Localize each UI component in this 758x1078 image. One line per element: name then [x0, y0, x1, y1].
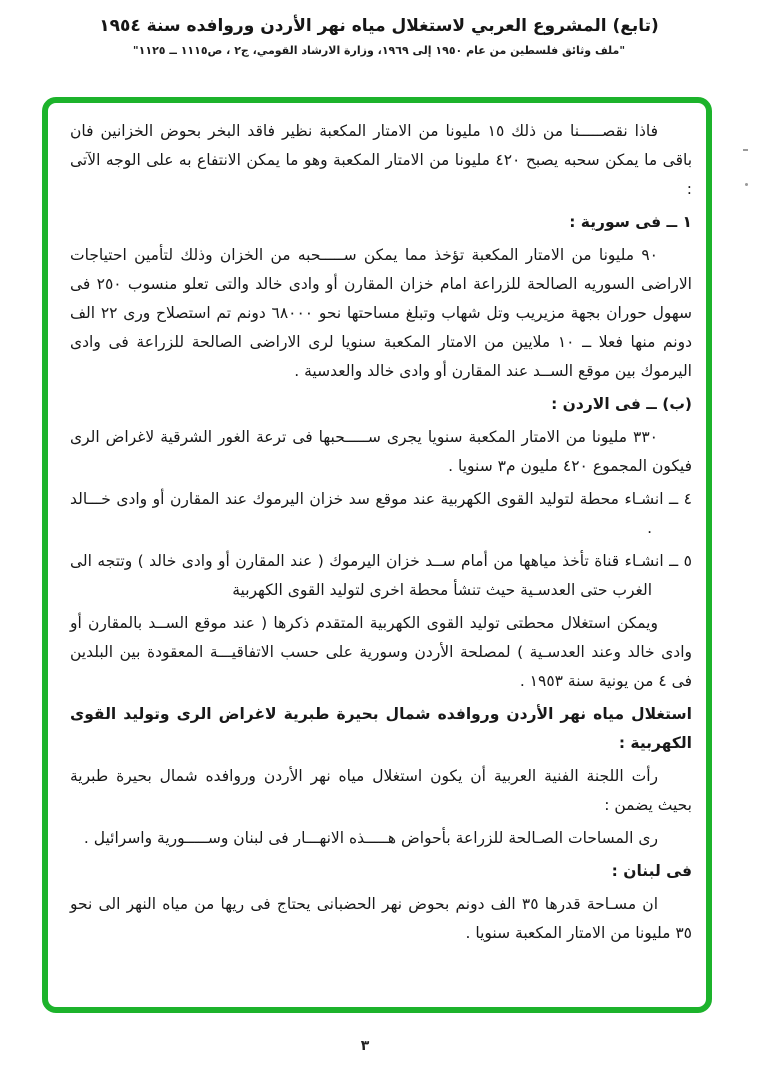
paragraph-syria: ٩٠ مليونا من الامتار المكعبة تؤخذ مما يمكن ســـــحبه من الخزان وذلك لتأمين احتياجات الاراضى السوريه الصالحة للزراعة امام خزان المقارن أو وادى خالد والتى تعلو منسوب ٢٥٠ فى سهول حوران بجهة مزيريب وتل شهاب وتبلغ مساحتها نحو ٦٨٠٠٠ دونم تم استصلاح ورى ٢٢ الف دونم منها فعلا ــ ١٠ ملايين من الامتار المكعبة سنويا لرى الاراضى الصالحة للزراعة فى وادى اليرموك بين موقع الســد عند المقارن أو وادى خالد والعدسية .	[70, 246, 692, 380]
heading-syria: ١ ــ فى سورية :	[569, 213, 692, 231]
paragraph-committee: رأت اللجنة الفنية العربية أن يكون استغلال مياه نهر الأردن وروافده شمال بحيرة طبرية بحيث يضمن :	[70, 767, 692, 814]
paragraph-power-stations: ويمكن استغلال محطتى توليد القوى الكهربية المتقدم ذكرها ( عند موقع الســد بالمقارن أو وادى خالد وعند العدسـية ) لمصلحة الأردن وسورية على حسب الاتفاقيـــة المعقودة بين البلدين فى ٤ من يونية سنة ١٩٥٣ .	[70, 614, 692, 690]
green-border-frame	[42, 97, 712, 1013]
list-item-5: ٥ ــ انشـاء قناة تأخذ مياهها من أمام ســد خزان اليرموك ( عند المقارن أو وادى خالد ) وتتجه الى الغرب حتى العدسـية حيث تنشأ محطة اخرى لتوليد القوى الكهربية	[70, 552, 692, 599]
heading-jordan: (ب) ــ فى الاردن :	[551, 395, 692, 413]
paragraph-lebanon: ان مسـاحة قدرها ٣٥ الف دونم بحوض نهر الحضبانى يحتاج فى ريها من مياه النهر الى نحو ٣٥ مليونا من الامتار المكعبة سنويا .	[70, 895, 692, 942]
scan-speck	[745, 183, 748, 186]
page-header	[0, 16, 758, 57]
paragraph-jordan: ٣٣٠ مليونا من الامتار المكعبة سنويا يجرى ســـــحبها فى ترعة الغور الشرقية لاغراض الرى فيكون المجموع ٤٢٠ مليون م٣ سنويا .	[70, 428, 692, 475]
document-source-line: "ملف وثائق فلسطين من عام ١٩٥٠ إلى ١٩٦٩، وزارة الارشاد القومي، ج٢ ، ص١١١٥ ــ ١١٢٥"	[132, 44, 626, 57]
heading-lebanon: فى لبنان :	[611, 862, 692, 880]
page-number: ٣	[360, 1038, 370, 1054]
scan-speck	[743, 149, 748, 151]
document-title: (تابع) المشروع العربي لاستغلال مياه نهر الأردن وروافده سنة ١٩٥٤	[99, 16, 659, 36]
paragraph-intro: فاذا نقصـــــنا من ذلك ١٥ مليونا من الامتار المكعبة نظير فاقد البخر بحوض الخزانين فان باقى ما يمكن سحبه يصبح ٤٢٠ مليونا من الامتار المكعبة وهو ما يمكن الانتفاع به على الوجه الآتى :	[70, 122, 693, 198]
heading-exploitation: استغلال مياه نهر الأردن وروافده شمال بحيرة طبرية لاغراض الرى وتوليد القوى الكهربية :	[70, 705, 692, 752]
paragraph-irrigation: رى المساحات الصـالحة للزراعة بأحواض هـــــذه الانهـــار فى لبنان وســـــورية واسرائيل .	[83, 829, 658, 847]
list-item-4: ٤ ــ انشـاء محطة لتوليد القوى الكهربية عند موقع سد خزان اليرموك عند المقارن أو وادى خـــالد .	[70, 490, 692, 537]
